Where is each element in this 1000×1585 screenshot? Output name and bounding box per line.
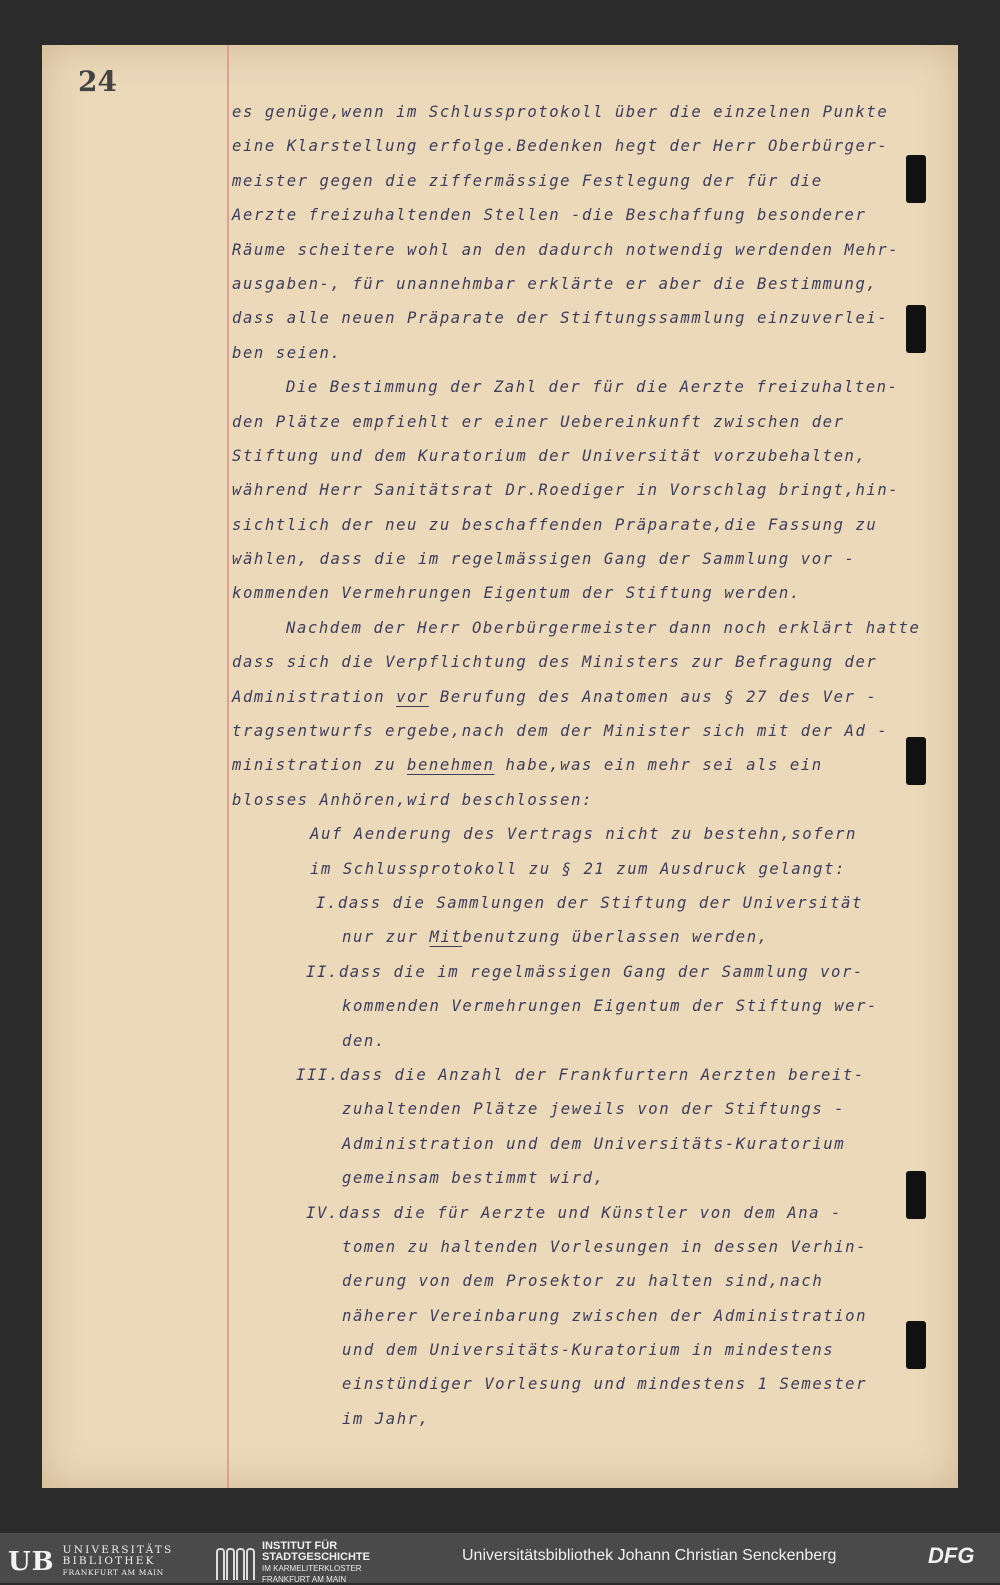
text-line: Stiftung und dem Kuratorium der Universität vorzubehalten,	[232, 446, 867, 465]
text-line: Aerzte freizuhaltenden Stellen -die Beschaffung besonderer	[232, 206, 867, 225]
text-line: ministration zu benehmen habe,was ein mehr sei als ein	[232, 756, 823, 775]
document-page	[42, 45, 958, 1488]
dfg-logo[interactable]: DFG	[928, 1543, 975, 1568]
text-line: Administration vor Berufung des Anatomen aus § 27 des Ver -	[232, 687, 878, 706]
index-tab-marker	[906, 737, 926, 785]
text-line: den Plätze empfiehlt er einer Uebereinkunft zwischen der	[232, 412, 845, 431]
text-line: im Jahr,	[342, 1409, 430, 1428]
text-line: dass sich die Verpflichtung des Ministers zur Befragung der	[232, 653, 878, 672]
text-line: IV.dass die für Aerzte und Künstler von dem Ana -	[306, 1203, 842, 1222]
institut-logo[interactable]	[214, 1541, 370, 1585]
text-line: und dem Universitäts-Kuratorium in mindestens	[342, 1341, 835, 1360]
text-line: Administration und dem Universitäts-Kuratorium	[342, 1134, 846, 1153]
ub-line3: FRANKFURT AM MAIN	[62, 1568, 164, 1577]
text-line: es genüge,wenn im Schlussprotokoll über die einzelnen Punkte	[232, 103, 889, 121]
text-line: Nachdem der Herr Oberbürgermeister dann noch erklärt hatte	[286, 618, 921, 637]
text-line: wählen, dass die im regelmässigen Gang der Sammlung vor -	[232, 550, 856, 569]
text-line: nur zur Mitbenutzung überlassen werden,	[342, 928, 769, 947]
text-line: tomen zu haltenden Vorlesungen in dessen Verhin-	[342, 1237, 868, 1256]
text-line: Auf Aenderung des Vertrags nicht zu bestehn,sofern	[310, 825, 857, 844]
text-line: meister gegen die ziffermässige Festlegung der für die	[232, 171, 823, 190]
text-line: Räume scheitere wohl an den dadurch notwendig werdenden Mehr-	[232, 240, 900, 259]
text-line: eine Klarstellung erfolge.Bedenken hegt der Herr Oberbürger-	[232, 137, 889, 156]
index-tab-marker	[906, 1321, 926, 1369]
text-line: ben seien.	[232, 343, 342, 362]
ub-line2: BIBLIOTHEK	[62, 1555, 156, 1567]
arches-icon	[214, 1546, 254, 1580]
underlined-word: Mit	[429, 928, 463, 947]
text-line: ausgaben-, für unannehmbar erklärte er aber die Bestimmung,	[232, 274, 878, 293]
page-number: 24	[78, 65, 117, 98]
text-line: zuhaltenden Plätze jeweils von der Stiftungs -	[342, 1100, 846, 1119]
text-line: näherer Vereinbarung zwischen der Administration	[342, 1306, 868, 1325]
text-line: den.	[342, 1031, 386, 1050]
text-line: II.dass die im regelmässigen Gang der Sammlung vor-	[306, 962, 864, 981]
inst-line4: FRANKFURT AM MAIN	[262, 1575, 347, 1584]
underlined-word: benehmen	[407, 756, 495, 775]
text-line: während Herr Sanitätsrat Dr.Roediger in Vorschlag bringt,hin-	[232, 481, 900, 500]
inst-line3: IM KARMELITERKLOSTER	[262, 1564, 362, 1573]
text-line: derung von dem Prosektor zu halten sind,nach	[342, 1272, 824, 1291]
library-name[interactable]: Universitätsbibliothek Johann Christian Senckenberg	[462, 1547, 837, 1564]
footer-bar	[0, 1533, 1000, 1583]
underlined-word: vor	[396, 687, 429, 706]
text-line: sichtlich der neu zu beschaffenden Präparate,die Fassung zu	[232, 515, 878, 534]
text-line: gemeinsam bestimmt wird,	[342, 1169, 605, 1188]
text-line: Die Bestimmung der Zahl der für die Aerzte freizuhalten-	[286, 378, 899, 397]
inst-line1: INSTITUT FÜR	[262, 1540, 338, 1552]
ub-logo[interactable]	[8, 1545, 173, 1578]
text-line: einstündiger Vorlesung und mindestens 1 Semester	[342, 1375, 868, 1394]
text-line: kommenden Vermehrungen Eigentum der Stiftung werden.	[232, 584, 801, 603]
text-line: dass alle neuen Präparate der Stiftungssammlung einzuverlei-	[232, 309, 889, 328]
text-line: tragsentwurfs ergebe,nach dem der Minister sich mit der Ad -	[232, 722, 889, 741]
inst-line2: STADTGESCHICHTE	[262, 1551, 370, 1563]
index-tab-marker	[906, 1171, 926, 1219]
ub-mark: UB	[8, 1546, 55, 1577]
text-line: III.dass die Anzahl der Frankfurtern Aerzten bereit-	[296, 1065, 865, 1084]
margin-line	[227, 45, 229, 1488]
text-line: kommenden Vermehrungen Eigentum der Stiftung wer-	[342, 997, 878, 1016]
text-line: im Schlussprotokoll zu § 21 zum Ausdruck gelangt:	[310, 859, 846, 878]
text-line: blosses Anhören,wird beschlossen:	[232, 790, 593, 809]
index-tab-marker	[906, 305, 926, 353]
index-tab-marker	[906, 155, 926, 203]
text-line: I.dass die Sammlungen der Stiftung der Universität	[316, 893, 863, 912]
ub-line1: UNIVERSITÄTS	[62, 1544, 174, 1556]
typewritten-text	[232, 95, 932, 1436]
